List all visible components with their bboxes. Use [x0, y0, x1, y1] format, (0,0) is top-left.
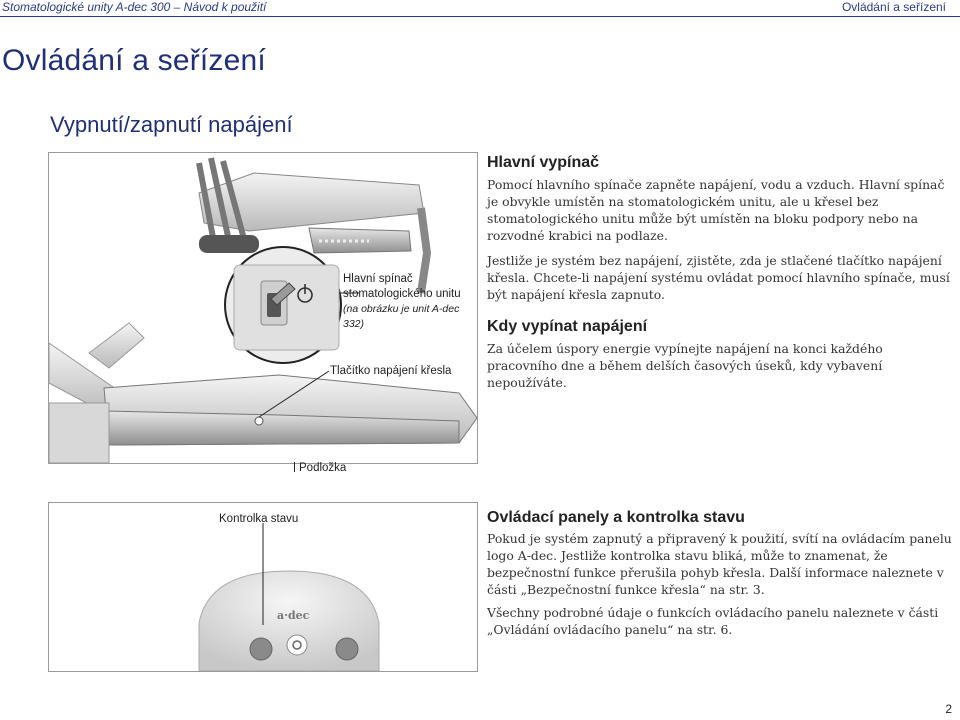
control-panel-drawing [49, 503, 477, 671]
when-off-heading: Kdy vypínat napájení [487, 318, 648, 335]
page-title: Ovládání a seřízení [2, 44, 266, 77]
page-number: 2 [945, 702, 952, 716]
main-switch-paragraph-2: Jestliže je systém bez napájení, zjistěte, zda je stlačené tlačítko napájení křesla. Chcete-li napájení systému ovládat pomocí hlavního spínače, musí být napájení křesla zapnuto. [487, 253, 950, 302]
running-header-section: Ovládání a seřízení [841, 0, 946, 14]
header-rule [0, 16, 960, 17]
callout-main-switch [343, 272, 483, 332]
adec-logo: a·dec [277, 609, 310, 622]
main-switch-magnifier [225, 247, 341, 363]
callout-main-switch-line2: stomatologického unitu [343, 288, 461, 300]
panels-heading: Ovládací panely a kontrolka stavu [487, 509, 745, 526]
callout-main-switch-sub: (na obrázku je unit A-dec 332) [343, 303, 460, 330]
callout-chair-button: Tlačítko napájení křesla [330, 365, 452, 377]
chair-power-button [255, 417, 263, 425]
callout-status-light: Kontrolka stavu [219, 513, 299, 525]
panel-button-left [250, 638, 272, 660]
main-switch-heading: Hlavní vypínač [487, 154, 600, 171]
panels-paragraph-1: Pokud je systém zapnutý a připravený k použití, svítí na ovládacím panelu logo A-dec. Jestliže kontrolka stavu bliká, může to znamenat, že bezpečnostní funkce přerušila pohyb křesla. Další informace naleznete v části „Bezpečnostní funkce křesla“ na str. 3. [487, 531, 952, 597]
callout-base: Podložka [299, 462, 347, 474]
main-switch-paragraph-1: Pomocí hlavního spínače zapněte napájení, vodu a vzduch. Hlavní spínač je obvykle umístěn na stomatologickém unitu, ale u křesel bez stomatologického unitu může být umístěn na bloku podpory nebo na rozvodné krabici na podlaze. [487, 177, 945, 243]
running-header-title: Stomatologické unity A-dec 300 – Návod k použití [2, 0, 267, 14]
panel-button-right [336, 638, 358, 660]
callout-main-switch-line1: Hlavní spínač [343, 273, 413, 285]
control-panel-illustration [48, 502, 478, 672]
when-off-paragraph: Za účelem úspory energie vypínejte napájení na konci každého pracovního dne a během delších časových úseků, kdy vybavení nepoužíváte. [487, 341, 883, 390]
section-title: Vypnutí/zapnutí napájení [50, 112, 293, 137]
base-leader-line [294, 462, 295, 472]
panels-paragraph-2: Všechny podrobné údaje o funkcích ovládacího panelu naleznete v části „Ovládání ovládacího panelu“ na str. 6. [487, 605, 939, 637]
status-light [287, 635, 307, 655]
